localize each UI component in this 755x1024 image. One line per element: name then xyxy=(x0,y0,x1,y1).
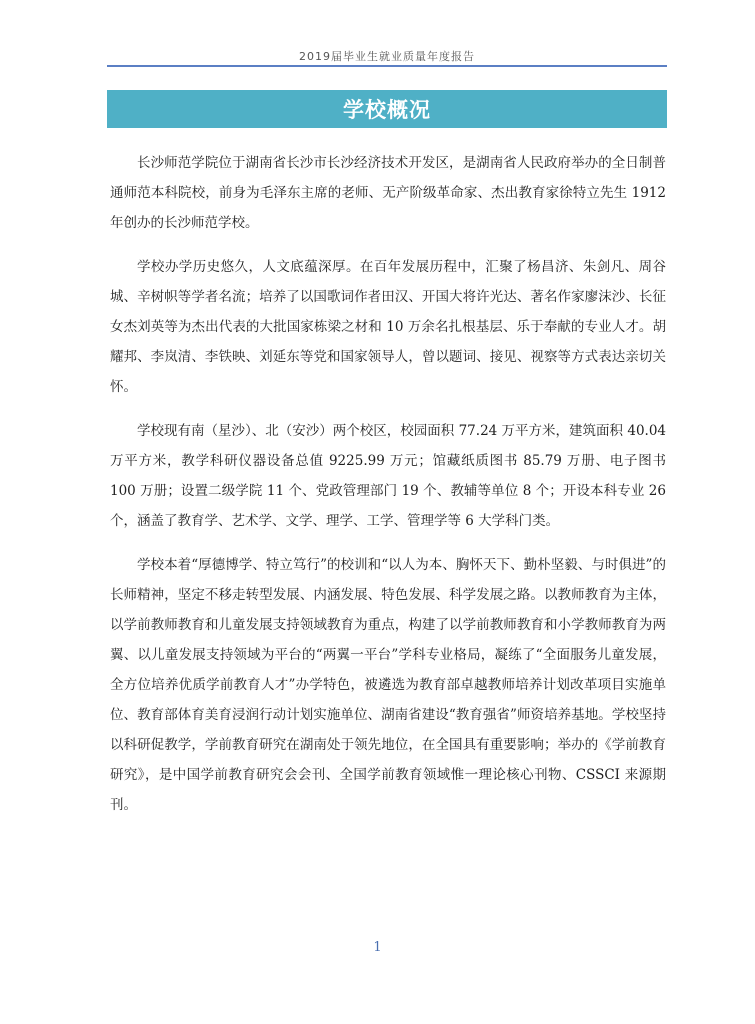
section-title-band xyxy=(107,90,667,128)
body-text xyxy=(110,148,666,834)
paragraph-mission: 学校本着“厚德博学、特立笃行”的校训和“以人为本、胸怀天下、勤朴坚毅、与时俱进”的长师精神，坚定不移走转型发展、内涵发展、特色发展、科学发展之路。以教师教育为主体，以学前教师教育和儿童发展支持领域教育为重点，构建了以学前教师教育和小学教师教育为两翼、以儿童发展支持领域为平台的“两翼一平台”学科专业格局，凝练了“全面服务儿童发展，全方位培养优质学前教育人才”办学特色，被遴选为教育部卓越教师培养计划改革项目实施单位、教育部体育美育浸润行动计划实施单位、湖南省建设“教育强省”师资培养基地。学校坚持以科研促教学，学前教育研究在湖南处于领先地位，在全国具有重要影响；举办的《学前教育研究》，是中国学前教育研究会会刊、全国学前教育领域惟一理论核心刊物、CSSCI 来源期刊。 xyxy=(110,557,666,813)
paragraph-intro: 长沙师范学院位于湖南省长沙市长沙经济技术开发区，是湖南省人民政府举办的全日制普通师范本科院校，前身为毛泽东主席的老师、无产阶级革命家、杰出教育家徐特立先生 1912 年创办的长沙师范学校。 xyxy=(110,155,666,231)
section-title: 学校概况 xyxy=(343,98,431,122)
page-number: 1 xyxy=(373,940,382,955)
running-header: 2019届毕业生就业质量年度报告 xyxy=(299,50,475,63)
paragraph-facilities: 学校现有南（星沙）、北（安沙）两个校区，校园面积 77.24 万平方米，建筑面积 40.04 万平方米，教学科研仪器设备总值 9225.99 万元；馆藏纸质图书 85.79 万册、电子图书 100 万册；设置二级学院 11 个、党政管理部门 19 个、教辅等单位 8 个；开设本科专业 26 个，涵盖了教育学、艺术学、文学、理学、工学、管理学等 6 大学科门类。 xyxy=(110,423,666,529)
paragraph-history: 学校办学历史悠久，人文底蕴深厚。在百年发展历程中，汇聚了杨昌济、朱剑凡、周谷城、辛树帜等学者名流；培养了以国歌词作者田汉、开国大将许光达、著名作家廖沫沙、长征女杰刘英等为杰出代表的大批国家栋梁之材和 10 万余名扎根基层、乐于奉献的专业人才。胡耀邦、李岚清、李铁映、刘延东等党和国家领导人，曾以题词、接见、视察等方式表达亲切关怀。 xyxy=(110,259,666,395)
header-divider xyxy=(107,65,667,67)
